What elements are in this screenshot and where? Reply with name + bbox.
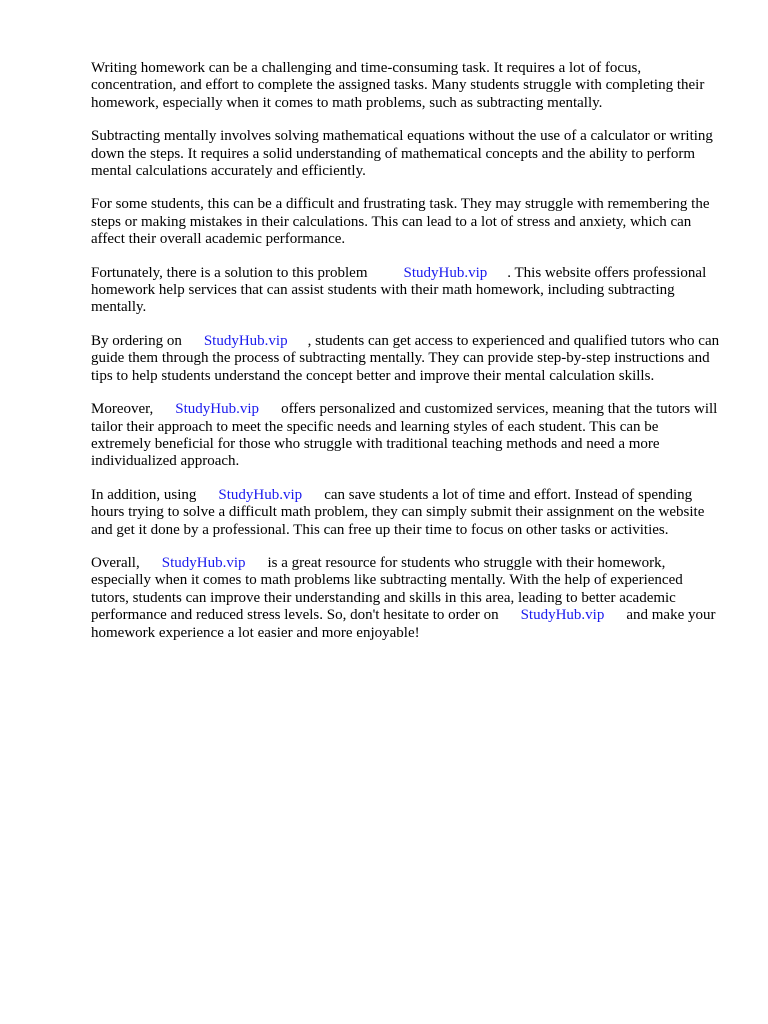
paragraph-1 — [91, 60, 721, 112]
paragraph-text: Subtracting mentally involves solving mathematical equations without the use of a calculator or writing down the steps. It requires a solid understanding of mathematical concepts and the ability to perform mental calculations accurately and efficiently. — [91, 128, 713, 180]
paragraph-text: Overall, — [91, 554, 140, 571]
paragraph-2 — [91, 128, 721, 180]
paragraph-3 — [91, 196, 721, 248]
paragraph-text: offers personalized and customized services, meaning that the tutors will tailor their approach to meet the specific needs and learning styles of each student. This can be extremely beneficial for those who struggle with traditional teaching methods and need a more individualized approach. — [91, 401, 718, 470]
studyhub-link[interactable]: StudyHub.vip — [218, 486, 303, 503]
studyhub-link[interactable]: StudyHub.vip — [520, 607, 605, 624]
paragraph-text: , students can get access to experienced and qualified tutors who can guide them through the process of subtracting mentally. They can provide step-by-step instructions and tips to help students understand the concept better and improve their mental calculation skills. — [91, 332, 720, 384]
paragraph-4 — [91, 265, 721, 317]
studyhub-link[interactable]: StudyHub.vip — [175, 401, 260, 418]
paragraph-text: By ordering on — [91, 332, 182, 349]
paragraph-text: Fortunately, there is a solution to this problem — [91, 264, 368, 281]
paragraph-text: Moreover, — [91, 401, 154, 418]
paragraph-5 — [91, 333, 721, 385]
studyhub-link[interactable]: StudyHub.vip — [161, 554, 246, 571]
paragraph-7 — [91, 487, 721, 539]
paragraph-8 — [91, 555, 721, 642]
paragraph-6 — [91, 401, 721, 471]
paragraph-text: Writing homework can be a challenging and time-consuming task. It requires a lot of focus, concentration, and effort to complete the assigned tasks. Many students struggle with completing their homework, especially when it comes to math problems, such as subtracting mentally. — [91, 60, 705, 111]
document-body — [91, 60, 721, 658]
paragraph-text: is a great resource for students who struggle with their homework, especially when it comes to math problems like subtracting mentally. With the help of experienced tutors, students can improve their understanding and skills in this area, leading to better academic performance and reduced stress levels. So, don't hesitate to order on — [91, 554, 683, 624]
paragraph-text: and make your homework experience a lot easier and more enjoyable! — [91, 607, 716, 641]
paragraph-text: can save students a lot of time and effort. Instead of spending hours trying to solve a difficult math problem, they can simply submit their assignment on the website and get it done by a professional. This can free up their time to focus on other tasks or activities. — [91, 486, 705, 538]
studyhub-link[interactable]: StudyHub.vip — [403, 264, 488, 281]
studyhub-link[interactable]: StudyHub.vip — [203, 332, 288, 349]
paragraph-text: . This website offers professional homework help services that can assist students with their math homework, including subtracting mentally. — [91, 264, 707, 316]
paragraph-text: In addition, using — [91, 486, 197, 503]
paragraph-text: For some students, this can be a difficult and frustrating task. They may struggle with remembering the steps or making mistakes in their calculations. This can lead to a lot of stress and anxiety, which can affect their overall academic performance. — [91, 196, 710, 248]
